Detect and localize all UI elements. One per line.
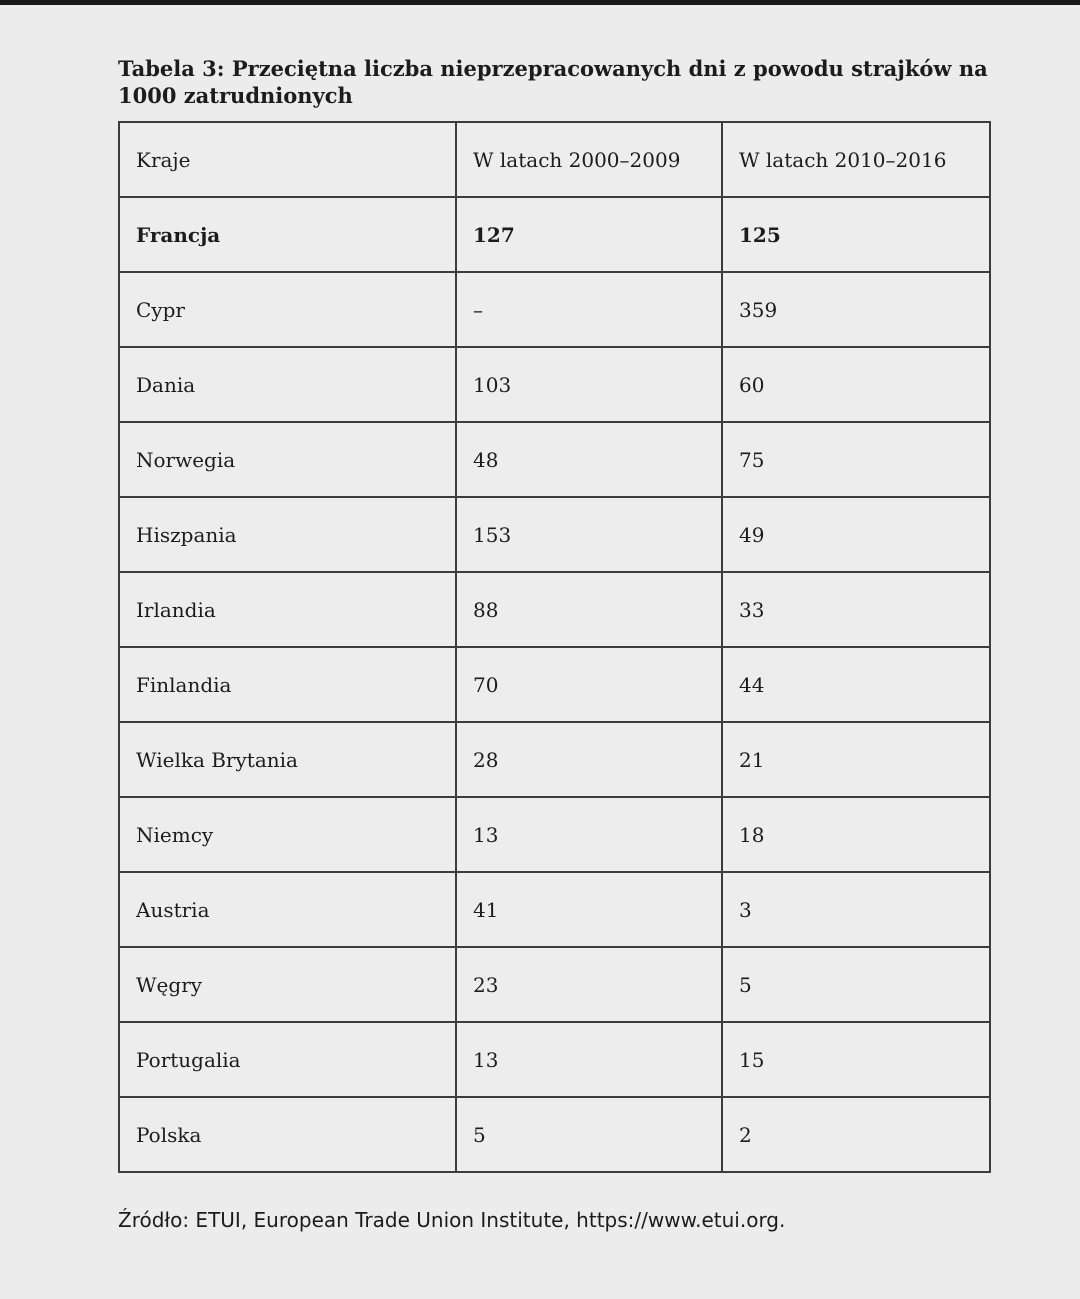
header-cell-2000-2009: W latach 2000–2009	[456, 122, 722, 197]
value-cell-2000-2009: 88	[456, 572, 722, 647]
document-page	[0, 5, 1080, 1299]
value-cell-2000-2009: 127	[456, 197, 722, 272]
country-cell: Węgry	[119, 947, 456, 1022]
table-row	[119, 572, 990, 647]
value-cell-2010-2016: 3	[722, 872, 990, 947]
value-cell-2000-2009: 103	[456, 347, 722, 422]
table-row	[119, 722, 990, 797]
country-cell: Polska	[119, 1097, 456, 1172]
value-cell-2000-2009: 70	[456, 647, 722, 722]
table-row	[119, 647, 990, 722]
value-cell-2000-2009: –	[456, 272, 722, 347]
table-row	[119, 347, 990, 422]
table-row	[119, 872, 990, 947]
value-cell-2000-2009: 41	[456, 872, 722, 947]
value-cell-2010-2016: 2	[722, 1097, 990, 1172]
value-cell-2000-2009: 28	[456, 722, 722, 797]
header-cell-2010-2016: W latach 2010–2016	[722, 122, 990, 197]
table-title: Tabela 3: Przeciętna liczba nieprzepracowanych dni z powodu strajków na 1000 zatrudnionych	[118, 56, 988, 108]
header-cell-countries: Kraje	[119, 122, 456, 197]
source-note: Źródło: ETUI, European Trade Union Institute, https://www.etui.org.	[118, 1208, 786, 1232]
strike-days-table	[118, 121, 991, 1173]
country-cell: Francja	[119, 197, 456, 272]
country-cell: Hiszpania	[119, 497, 456, 572]
country-cell: Norwegia	[119, 422, 456, 497]
country-cell: Portugalia	[119, 1022, 456, 1097]
table-row	[119, 272, 990, 347]
table-row	[119, 947, 990, 1022]
table-row	[119, 797, 990, 872]
table-header-row	[119, 122, 990, 197]
value-cell-2000-2009: 13	[456, 797, 722, 872]
country-cell: Wielka Brytania	[119, 722, 456, 797]
country-cell: Cypr	[119, 272, 456, 347]
table-row	[119, 497, 990, 572]
value-cell-2010-2016: 33	[722, 572, 990, 647]
value-cell-2010-2016: 18	[722, 797, 990, 872]
table-row	[119, 422, 990, 497]
value-cell-2010-2016: 44	[722, 647, 990, 722]
value-cell-2000-2009: 5	[456, 1097, 722, 1172]
value-cell-2010-2016: 125	[722, 197, 990, 272]
value-cell-2010-2016: 5	[722, 947, 990, 1022]
value-cell-2000-2009: 153	[456, 497, 722, 572]
value-cell-2000-2009: 23	[456, 947, 722, 1022]
value-cell-2010-2016: 15	[722, 1022, 990, 1097]
value-cell-2010-2016: 359	[722, 272, 990, 347]
value-cell-2010-2016: 75	[722, 422, 990, 497]
value-cell-2010-2016: 49	[722, 497, 990, 572]
table-row	[119, 197, 990, 272]
country-cell: Dania	[119, 347, 456, 422]
table-row	[119, 1022, 990, 1097]
value-cell-2010-2016: 60	[722, 347, 990, 422]
table-row	[119, 1097, 990, 1172]
country-cell: Finlandia	[119, 647, 456, 722]
value-cell-2000-2009: 13	[456, 1022, 722, 1097]
value-cell-2000-2009: 48	[456, 422, 722, 497]
country-cell: Irlandia	[119, 572, 456, 647]
country-cell: Austria	[119, 872, 456, 947]
value-cell-2010-2016: 21	[722, 722, 990, 797]
country-cell: Niemcy	[119, 797, 456, 872]
